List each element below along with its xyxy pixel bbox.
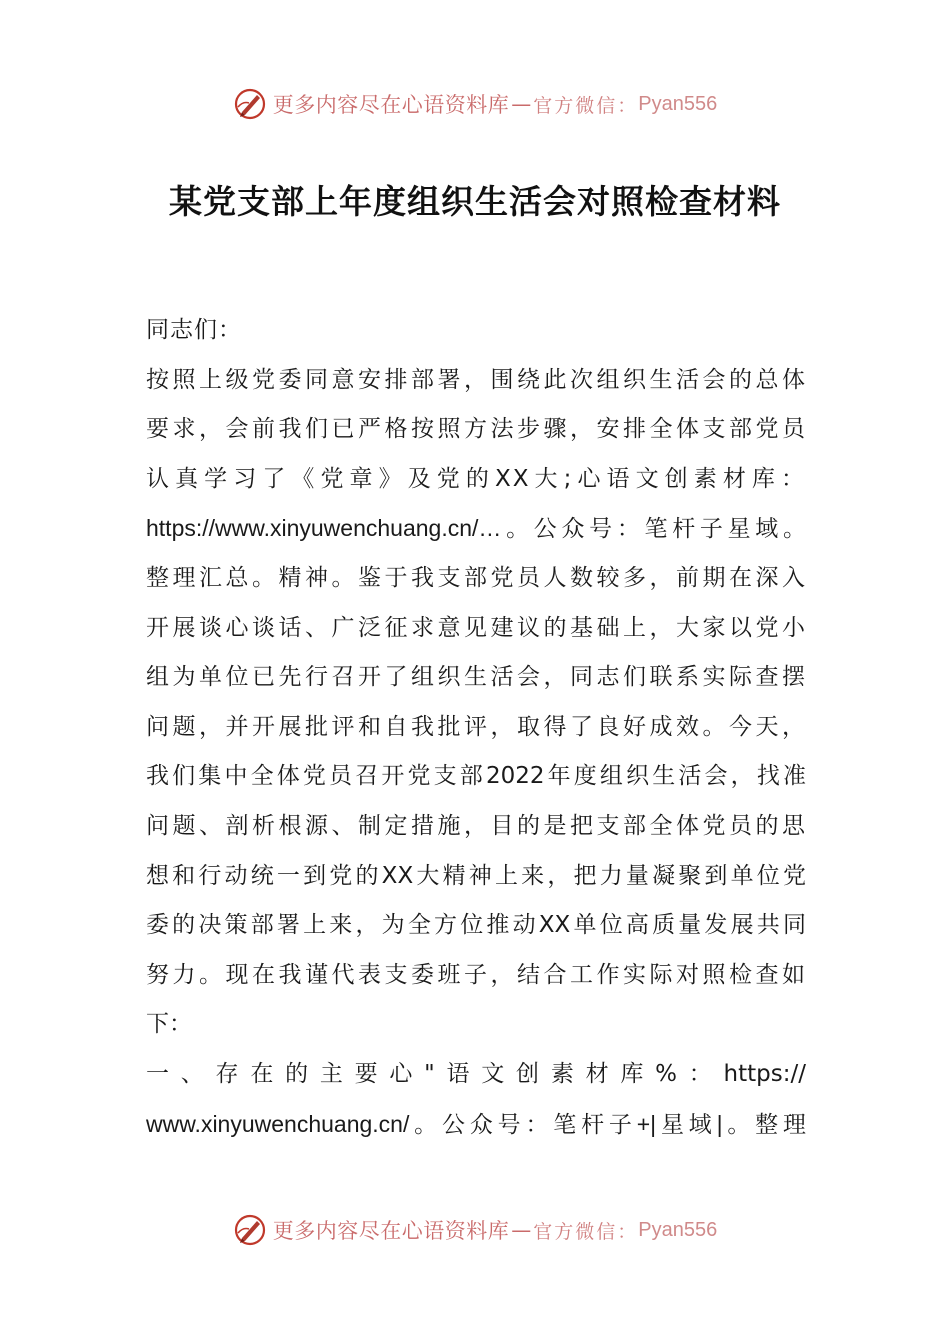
- body-line: 开展谈心谈话、广泛征求意见建议的基础上，大家以党小: [146, 614, 806, 641]
- banner-dash: —: [511, 92, 532, 116]
- salutation: 同志们：: [146, 317, 242, 343]
- pen-logo-icon: [233, 87, 267, 121]
- document-title: 某党支部上年度组织生活会对照检查材料: [169, 182, 781, 221]
- body-line: 努力。现在我谨代表支委班子，结合工作实际对照检查如: [146, 961, 806, 988]
- banner-dash: —: [511, 1218, 532, 1242]
- pen-logo-icon: [233, 1213, 267, 1247]
- footer-watermark-banner: [0, 1210, 950, 1250]
- body-line: 问题、剖析根源、制定措施，目的是把支部全体党员的思: [146, 812, 806, 839]
- body-line: 要求，会前我们已严格按照方法步骤，安排全体支部党员: [146, 416, 806, 443]
- banner-official-label: 官方微信：: [533, 94, 639, 117]
- body-line: 委的决策部署上来，为全方位推动XX单位高质量发展共同: [146, 912, 806, 939]
- banner-wechat-id: Pyan556: [638, 92, 718, 115]
- body-line: 认真学习了《党章》及党的XX大;心语文创素材库：: [146, 465, 806, 492]
- body-line: https://www.xinyuwenchuang.cn/…。公众号：笔杆子星域。: [146, 515, 806, 542]
- body-line: 组为单位已先行召开了组织生活会，同志们联系实际查摆: [146, 664, 806, 691]
- body-line: www.xinyuwenchuang.cn/。公众号：笔杆子+|星域|。整理: [146, 1110, 806, 1137]
- document-body: [146, 306, 806, 1149]
- header-watermark-banner: [0, 84, 950, 124]
- banner-wechat-id: Pyan556: [638, 1218, 718, 1241]
- body-line: 问题，并开展批评和自我批评，取得了良好成效。今天，: [146, 713, 806, 740]
- body-line: 想和行动统一到党的XX大精神上来，把力量凝聚到单位党: [146, 862, 806, 889]
- banner-text: 更多内容尽在心语资料库: [272, 93, 510, 117]
- body-line: 按照上级党委同意安排部署，围绕此次组织生活会的总体: [146, 366, 806, 393]
- section-heading-line: 一、存在的主要心"语文创素材库%：https://: [146, 1060, 806, 1087]
- body-line: 我们集中全体党员召开党支部2022年度组织生活会，找准: [146, 763, 806, 790]
- banner-text: 更多内容尽在心语资料库: [272, 1219, 510, 1243]
- body-line: 整理汇总。精神。鉴于我支部党员人数较多，前期在深入: [146, 564, 806, 591]
- body-line: 下：: [146, 1011, 192, 1038]
- banner-official-label: 官方微信：: [533, 1220, 639, 1243]
